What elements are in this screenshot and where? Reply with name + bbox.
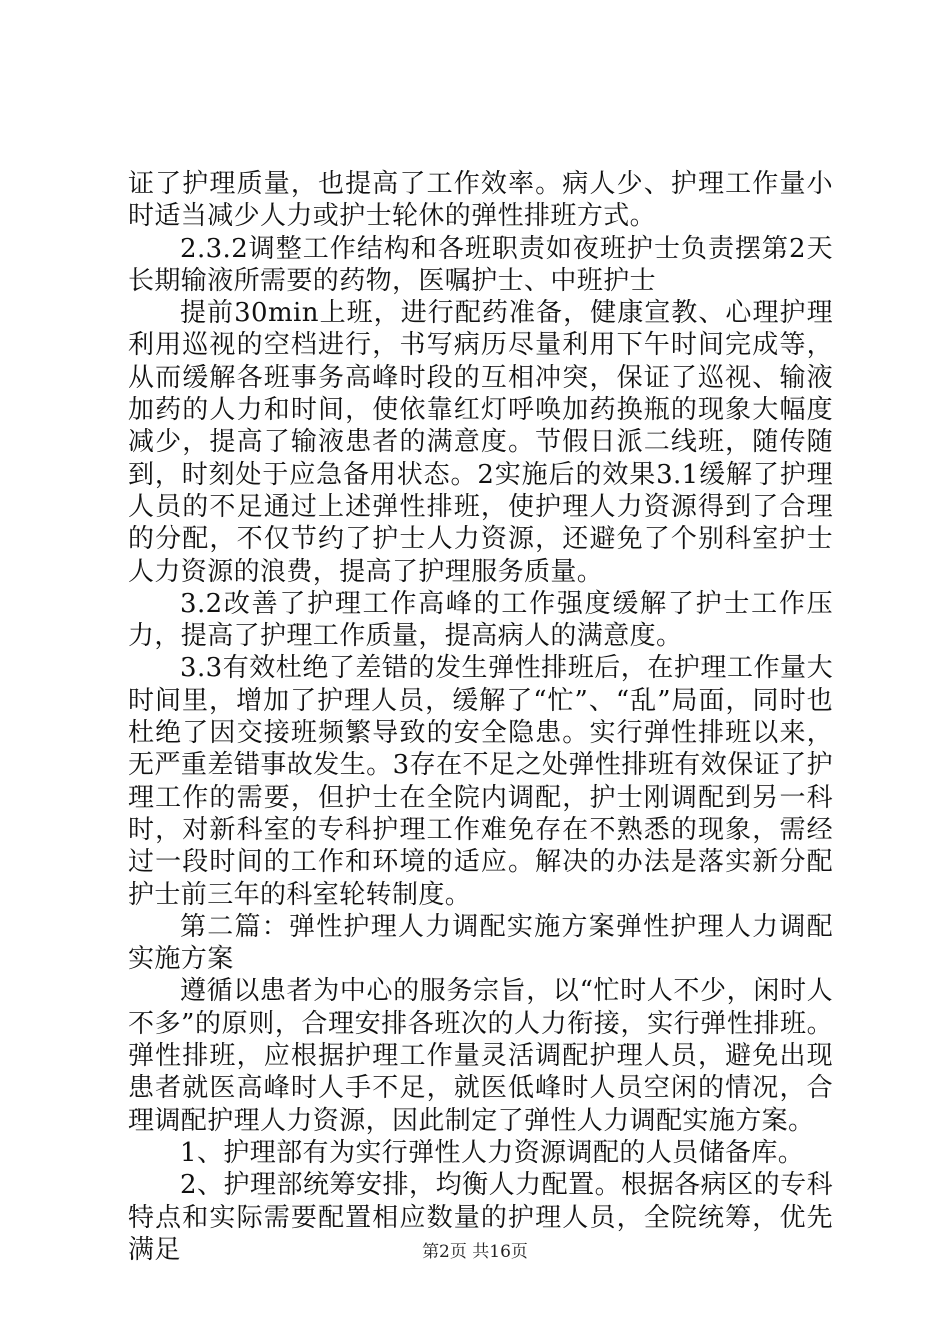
paragraph-3-2: 3.2改善了护理工作高峰的工作强度缓解了护士工作压力，提高了护理工作质量，提高病人的满意度。 bbox=[128, 588, 833, 652]
page-number-footer: 第2页 共16页 bbox=[422, 1242, 528, 1262]
paragraph-continuation: 证了护理质量，也提高了工作效率。病人少、护理工作量小时适当减少人力或护士轮休的弹性排班方式。 bbox=[128, 169, 833, 232]
paragraph-effects: 提前30min上班，进行配药准备，健康宣教、心理护理利用巡视的空档进行，书写病历尽量利用下午时间完成等，从而缓解各班事务高峰时段的互相冲突，保证了巡视、输液加药的人力和时间，使依靠红灯呼唤加药换瓶的现象大幅度减少，提高了输液患者的满意度。节假日派二线班，随传随到，时刻处于应急备用状态。2实施后的效果3.1缓解了护理人员的不足通过上述弹性排班，使护理人力资源得到了合理的分配，不仅节约了护士人力资源，还避免了个别科室护士人力资源的浪费，提高了护理服务质量。 bbox=[128, 298, 833, 587]
document-body bbox=[128, 168, 833, 1266]
paragraph-3-3: 3.3有效杜绝了差错的发生弹性排班后，在护理工作量大时间里，增加了护理人员，缓解了“忙”、“乱”局面，同时也杜绝了因交接班频繁导致的安全隐患。实行弹性排班以来，无严重差错事故发生。3存在不足之处弹性排班有效保证了护理工作的需要，但护士在全院内调配，护士刚调配到另一科时，对新科室的专科护理工作难免存在不熟悉的现象，需经过一段时间的工作和环境的适应。解决的办法是落实新分配护士前三年的科室轮转制度。 bbox=[128, 653, 833, 910]
paragraph-principle: 遵循以患者为中心的服务宗旨，以“忙时人不少，闲时人不多”的原则，合理安排各班次的人力衔接，实行弹性排班。弹性排班，应根据护理工作量灵活调配护理人员，避免出现患者就医高峰时人手不足，就医低峰时人员空闲的情况，合理调配护理人力资源，因此制定了弹性人力调配实施方案。 bbox=[128, 976, 833, 1136]
list-item-1: 1、护理部有为实行弹性人力资源调配的人员储备库。 bbox=[180, 1137, 805, 1168]
paragraph-2-3-2: 2.3.2调整工作结构和各班职责如夜班护士负责摆第2天长期输液所需要的药物，医嘱护士、中班护士 bbox=[128, 233, 833, 296]
section-heading-part-two: 第二篇：弹性护理人力调配实施方案弹性护理人力调配实施方案 bbox=[128, 911, 833, 975]
list-item-2: 2、护理部统筹安排，均衡人力配置。根据各病区的专科特点和实际需要配置相应数量的护理人员，全院统筹，优先满足 bbox=[128, 1170, 833, 1265]
